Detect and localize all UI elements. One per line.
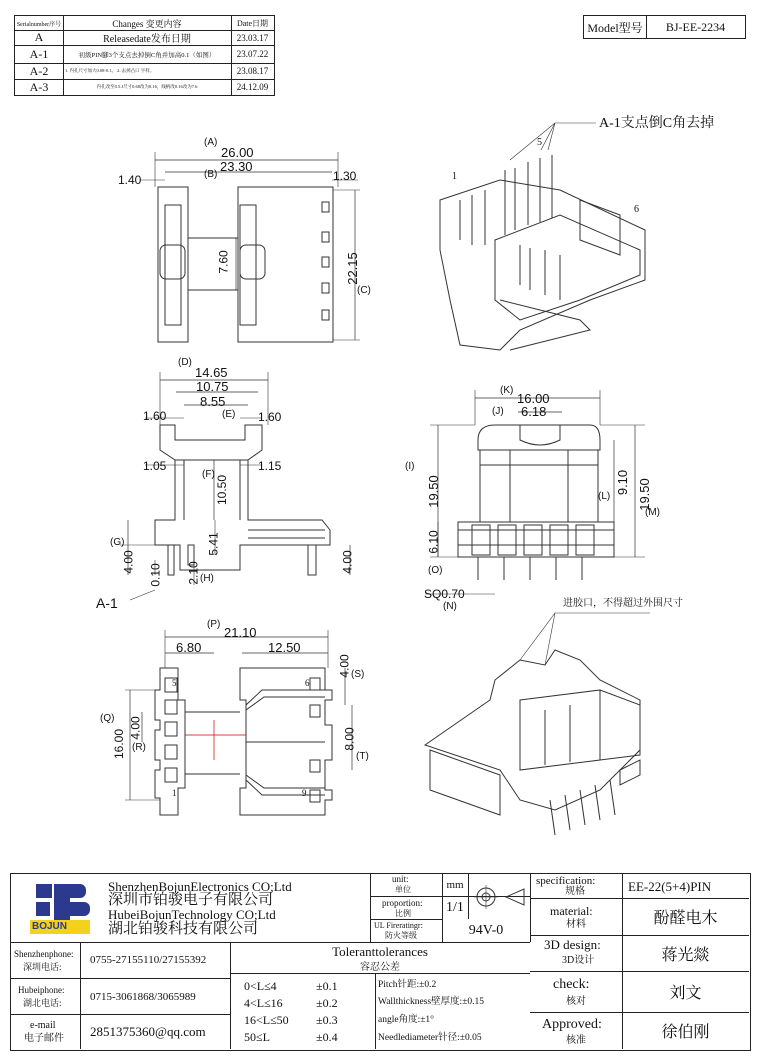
rev-serial: A-2 <box>29 63 49 78</box>
dim-center-760: 7.60 <box>216 250 231 274</box>
mail-value: 2851375360@qq.com <box>90 1024 206 1039</box>
dim-1075: 10.75 <box>196 379 229 394</box>
tol-range: 16<L≤50 <box>244 1013 289 1027</box>
dim-400-left: 4.00 <box>121 550 136 574</box>
tol-value: ±0.3 <box>316 1013 338 1027</box>
pin-label: 9 <box>302 788 307 798</box>
material-label: material: <box>550 904 593 918</box>
dim-m-tag: (M) <box>645 507 660 518</box>
dim-1600: 16.00 <box>112 728 127 760</box>
dim-010: 0.10 <box>148 563 163 587</box>
pin-label: 5 <box>537 137 542 148</box>
dim-800: 8.00 <box>342 727 357 751</box>
dim-l: 9.10 <box>615 469 631 496</box>
dim-680: 6.80 <box>176 640 202 655</box>
rev-serial: A-1 <box>29 46 49 61</box>
dim-j-tag: (J) <box>492 406 504 417</box>
header-serial: Serialnumber序号 <box>16 21 62 28</box>
material-value: 酚醛电木 <box>653 910 718 927</box>
proportion-value: 1/1 <box>446 899 464 915</box>
header-date: Date日期 <box>236 18 269 28</box>
view-bottom <box>125 630 352 815</box>
model-label: Model型号 <box>587 20 643 35</box>
dim-855: 8.55 <box>200 394 226 409</box>
design-label: 3D design: <box>544 937 601 952</box>
dim-t-tag: (T) <box>356 751 369 762</box>
sz-label: Shenzhenphone: <box>14 949 74 959</box>
tol-range: 4<L≤16 <box>244 996 283 1010</box>
dim-p: 21.10 <box>224 625 257 640</box>
dim-s-tag: (S) <box>351 669 365 680</box>
dim-210: 2.10 <box>186 561 201 585</box>
dim-l-tag: (L) <box>598 491 611 502</box>
label-a1: A-1 <box>96 595 118 611</box>
annotation-gate: 进胶口，不得超过外围尺寸 <box>563 598 683 609</box>
unit-cn: 单位 <box>395 885 411 894</box>
check-cn: 核对 <box>566 996 586 1007</box>
company-cn-2: 湖北铂骏科技有限公司 <box>108 921 259 937</box>
tol-pitch: Pitch针距:±0.2 <box>378 980 437 990</box>
dim-f: 10.50 <box>215 474 230 506</box>
logo-text: BOJUN <box>32 921 68 932</box>
sz-value: 0755-27155110/27155392 <box>90 954 207 966</box>
company-en-1: ShenzhenBojunElectronics CO;Ltd <box>108 879 292 894</box>
dim-i: 19.50 <box>425 475 441 508</box>
tol-range: 0<L≤4 <box>244 979 277 993</box>
rev-date: 23.08.17 <box>236 66 269 76</box>
spec-value: EE-22(5+4)PIN <box>628 879 712 894</box>
view-top <box>140 152 360 342</box>
dim-b: 23.30 <box>220 159 253 174</box>
design-cn: 3D设计 <box>562 955 595 966</box>
tol-needle: Needlediameter针径:±0.05 <box>378 1033 482 1043</box>
tol-value: ±0.1 <box>316 979 338 993</box>
company-en-2: HubeiBojunTechnology CO;Ltd <box>108 907 276 922</box>
proportion-cn: 比例 <box>395 909 411 918</box>
tol-angle: angle角度:±1° <box>378 1015 434 1025</box>
model-value: BJ-EE-2234 <box>665 19 726 34</box>
dim-d: 14.65 <box>195 365 228 380</box>
tol-wall: Wallthickness壁厚度:±0.15 <box>378 997 485 1007</box>
ul-value: 94V-0 <box>468 922 504 938</box>
rev-date: 24.12.09 <box>236 82 269 92</box>
dim-r-tag: (R) <box>132 742 146 753</box>
spec-label: specification: <box>536 875 596 887</box>
dim-f-tag: (F) <box>202 469 215 480</box>
unit-value: mm <box>446 878 464 891</box>
rev-change: 初級PIN腳3个支点去掉倒C角并加高0.1（如图） <box>78 51 216 59</box>
tol-cn: 容忍公差 <box>360 961 400 971</box>
unit-label: unit: <box>392 874 409 884</box>
design-value: 蒋光燚 <box>661 946 710 964</box>
pin-label: 6 <box>634 204 639 215</box>
dim-541: 5.41 <box>206 532 221 556</box>
material-cn: 材料 <box>566 919 586 930</box>
pin-label: 6 <box>305 678 310 688</box>
projection-symbol-icon <box>470 877 530 917</box>
dim-o-tag: (O) <box>428 565 443 576</box>
proportion-label: proportion: <box>382 898 423 908</box>
dim-n-tag: (N) <box>443 601 457 612</box>
view-side <box>425 390 645 594</box>
dim-d-tag: (D) <box>178 357 192 368</box>
dim-left-140: 1.40 <box>118 173 142 187</box>
dim-m: 19.50 <box>636 478 652 511</box>
dim-i-tag: (I) <box>405 461 415 472</box>
dim-l160: 1.60 <box>143 409 167 423</box>
dim-g-tag: (G) <box>110 537 125 548</box>
rev-change: 1. 内孔尺寸加大0.08-0.1。 2. 去掉凸口 字样。 <box>65 68 155 74</box>
dim-610: 6.10 <box>426 530 441 554</box>
ul-label: UL Fireratingr: <box>374 921 423 930</box>
dim-h-tag: (H) <box>200 573 214 584</box>
mail-label: e-mail <box>30 1020 56 1031</box>
dim-r115: 1.15 <box>258 459 282 473</box>
dim-400-right: 4.00 <box>340 550 355 574</box>
pin-label: 5 <box>172 678 177 688</box>
dim-p-tag: (P) <box>207 619 221 630</box>
header-changes: Changes 变更内容 <box>112 18 182 29</box>
rev-change: Releasedate发布日期 <box>103 34 191 45</box>
annotation-a1: A-1支点倒C角去掉 <box>599 116 715 131</box>
rev-serial: A-3 <box>29 79 49 94</box>
tol-range: 50≤L <box>244 1030 270 1044</box>
dim-a-tag: (A) <box>204 137 218 148</box>
approved-value: 徐伯刚 <box>661 1024 710 1041</box>
dim-400-s: 4.00 <box>337 654 352 678</box>
dim-j: 6.18 <box>521 404 547 419</box>
dim-400-r: 4.00 <box>128 716 143 740</box>
dim-1250: 12.50 <box>268 640 301 655</box>
sz-cn: 深圳电话: <box>23 962 62 972</box>
tol-value: ±0.4 <box>316 1030 338 1044</box>
rev-change: 内孔改至0.5.J尺寸0.68改为0.16，线柄改0.16改为7.6 <box>96 84 198 89</box>
dim-r160: 1.60 <box>258 410 282 424</box>
rev-date: 23.03.17 <box>236 32 269 43</box>
company-cn-1: 深圳市铂骏电子有限公司 <box>108 892 274 908</box>
spec-cn: 规格 <box>565 886 585 897</box>
hb-cn: 湖北电话: <box>23 998 62 1008</box>
rev-date: 23.07.22 <box>236 49 269 59</box>
company-logo <box>20 880 98 938</box>
dim-b-tag: (B) <box>204 169 218 180</box>
dim-sq: SQ0.70 <box>424 587 465 601</box>
view-iso-bottom <box>425 613 650 835</box>
approved-cn: 核准 <box>566 1035 586 1046</box>
dim-k-tag: (K) <box>500 385 514 396</box>
check-label: check: <box>553 977 590 992</box>
hb-value: 0715-3061868/3065989 <box>90 991 196 1003</box>
view-iso-top <box>440 123 645 350</box>
dim-right-130: 1.30 <box>333 169 357 183</box>
mail-cn: 电子邮件 <box>24 1033 64 1044</box>
tol-title: Toleranttolerances <box>332 944 428 959</box>
tol-value: ±0.2 <box>316 996 338 1010</box>
hb-label: Hubeiphone: <box>18 985 65 995</box>
dim-k: 16.00 <box>517 391 550 406</box>
dim-q-tag: (Q) <box>100 713 115 724</box>
pin-label: 1 <box>172 788 177 798</box>
approved-label: Approved: <box>542 1017 602 1032</box>
dim-a: 26.00 <box>221 145 254 160</box>
dim-c: 22.15 <box>344 252 360 285</box>
dim-l105: 1.05 <box>143 459 167 473</box>
dim-e-tag: (E) <box>222 409 236 420</box>
check-value: 刘文 <box>669 985 702 1002</box>
rev-serial: A <box>34 30 44 44</box>
dim-c-tag: (C) <box>357 285 371 296</box>
ul-cn: 防火等级 <box>385 931 417 940</box>
pin-label: 1 <box>452 171 457 182</box>
